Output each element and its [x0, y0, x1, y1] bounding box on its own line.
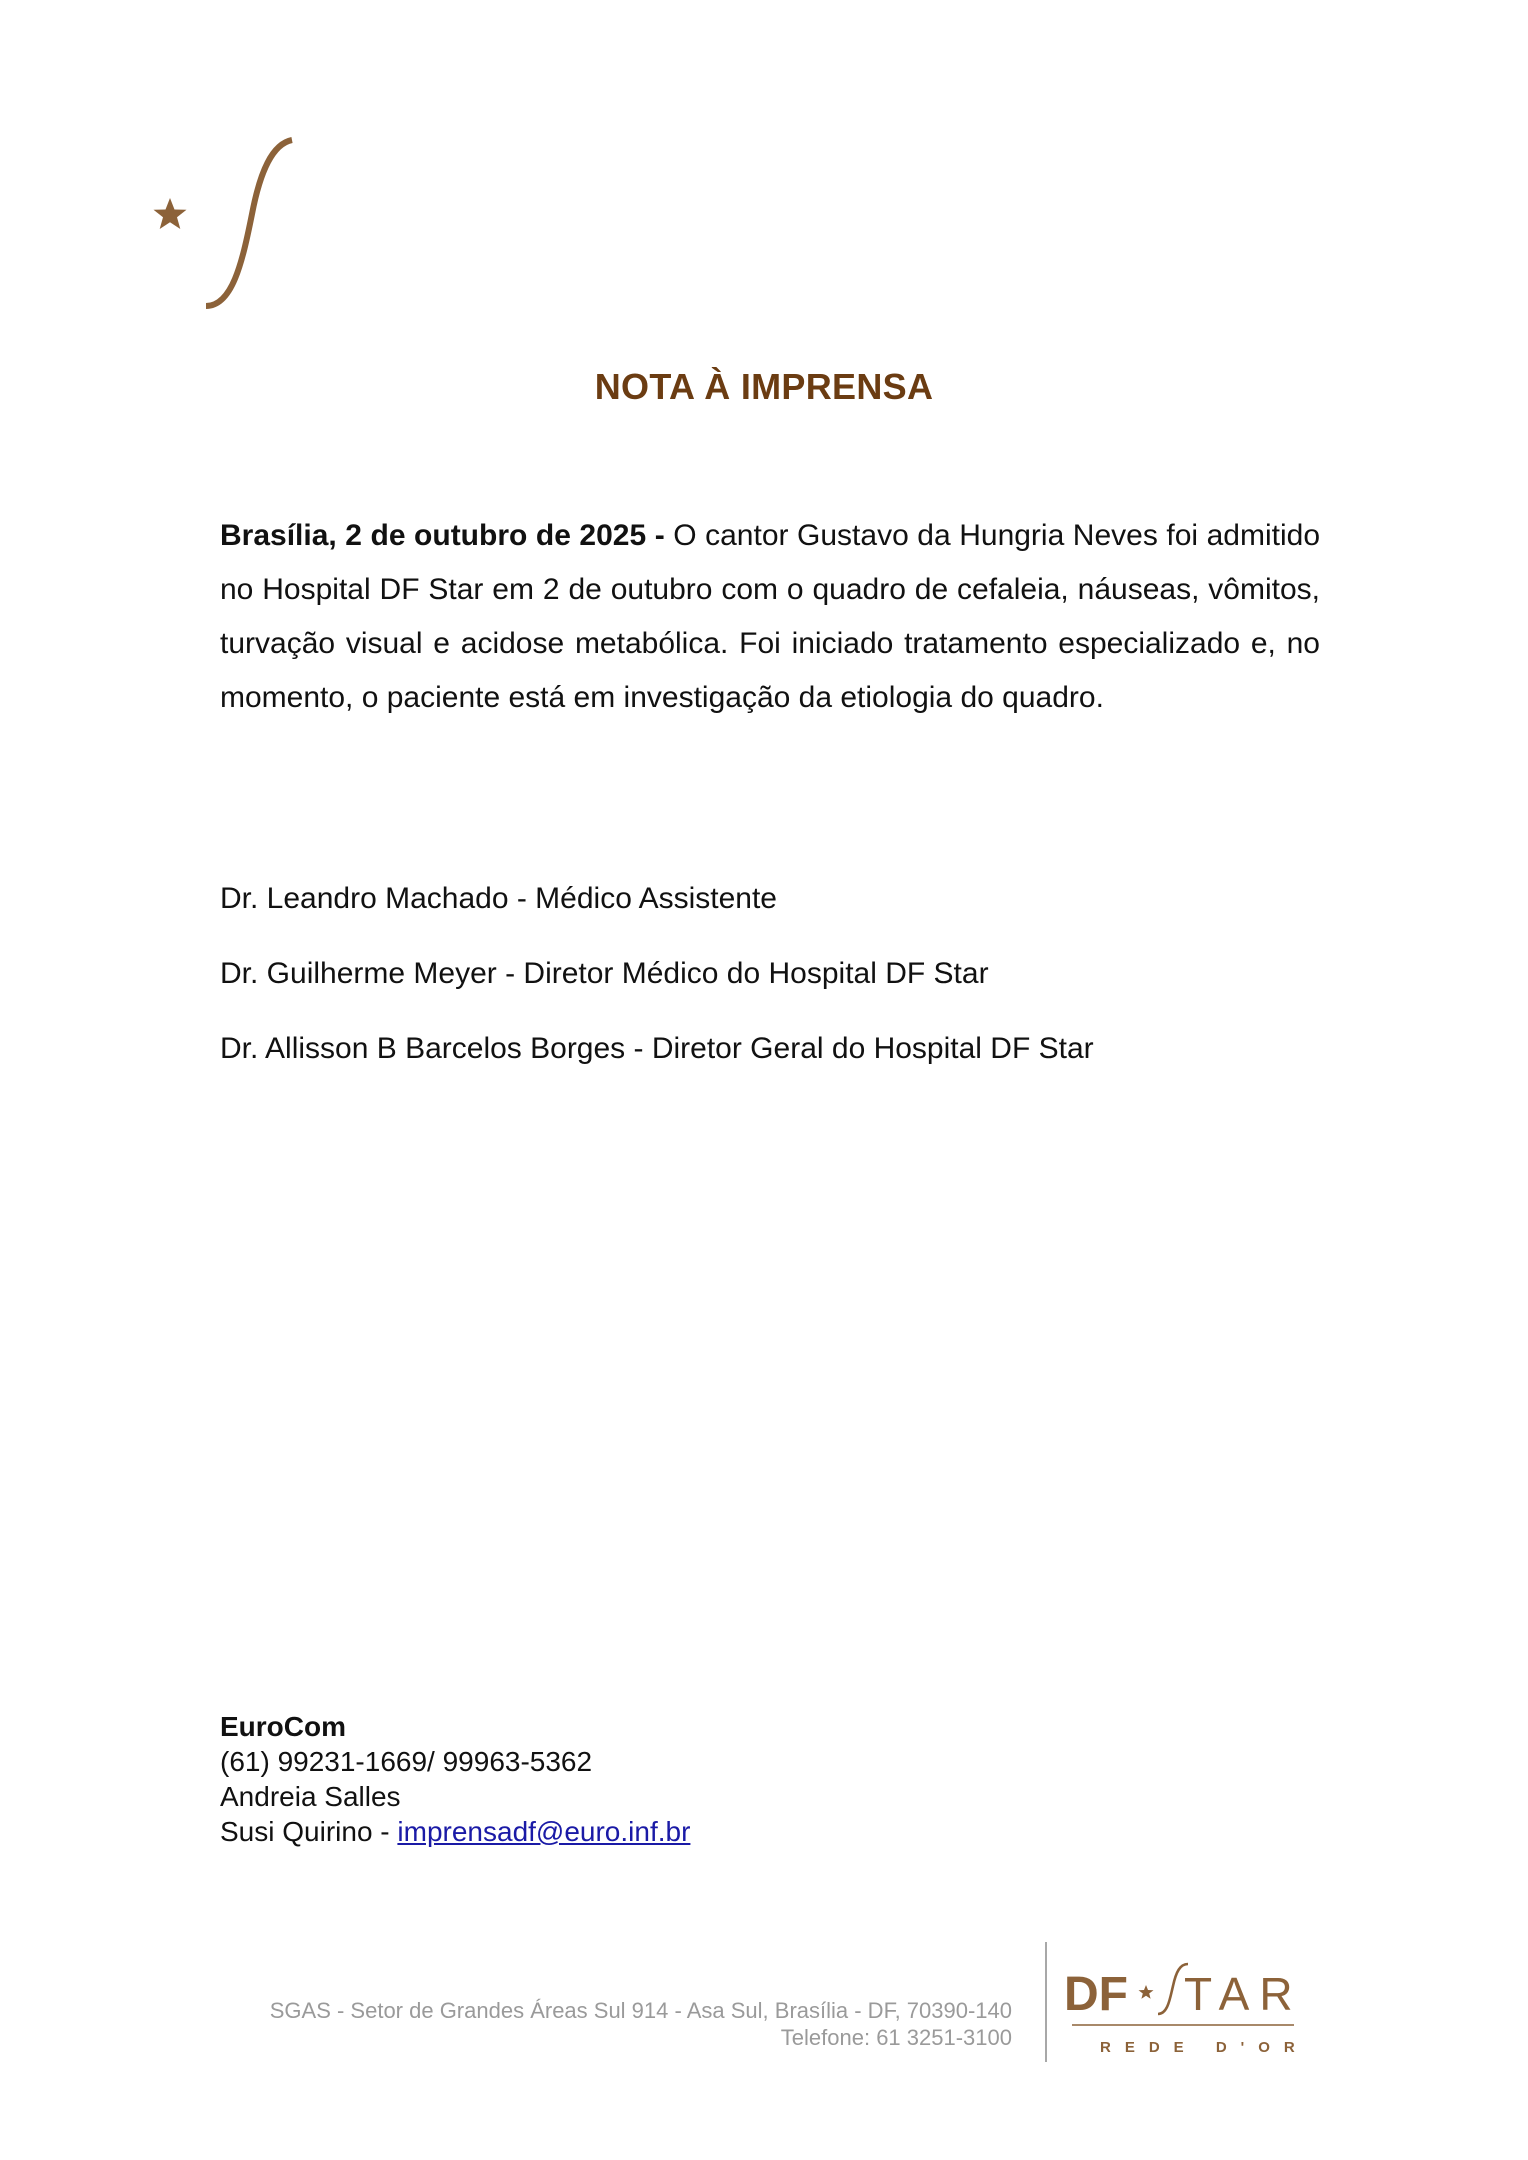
brand-sub-text: REDE D'OR: [1100, 2039, 1309, 2056]
signatories-list: [220, 876, 1094, 1101]
contact-person-email-line: [220, 1814, 690, 1849]
star-icon: [154, 198, 187, 229]
contact-phones: (61) 99231-1669/ 99963-5362: [220, 1746, 593, 1777]
signatory-item: Dr. Allisson B Barcelos Borges - Diretor Geral do Hospital DF Star: [220, 1032, 1094, 1065]
contact-person: Andreia Salles: [220, 1781, 401, 1812]
star-icon: [1139, 1985, 1154, 1999]
footer-phone: Telefone: 61 3251-3100: [780, 2025, 1012, 2050]
press-contact: [220, 1709, 690, 1849]
email-link[interactable]: imprensadf@euro.inf.br: [397, 1816, 691, 1847]
contact-person: Susi Quirino -: [220, 1816, 398, 1847]
press-release-body: [220, 509, 1320, 725]
signatory-item: Dr. Guilherme Meyer - Diretor Médico do Hospital DF Star: [220, 957, 989, 990]
star-swash-logo-icon: [148, 134, 298, 314]
footer-divider: [1045, 1942, 1047, 2062]
page-title: NOTA À IMPRENSA: [594, 366, 934, 407]
body-text: O cantor Gustavo da Hungria Neves foi admitido no Hospital DF Star em 2 de outubro com o quadro de cefaleia, náuseas, vômitos, turvação visual e acidose metabólica. Foi iniciado tratamento especializado e, no momento, o paciente está em investigação da etiologia do quadro.: [220, 519, 1321, 714]
dateline: Brasília, 2 de outubro de 2025 -: [220, 519, 665, 552]
brand-star-text: TAR: [1184, 1968, 1303, 2020]
footer-address: [200, 1997, 1012, 2051]
brand-main-text: DF: [1064, 1968, 1128, 2021]
signatory-item: Dr. Leandro Machado - Médico Assistente: [220, 882, 777, 915]
contact-organization: EuroCom: [220, 1711, 346, 1742]
address-text: SGAS - Setor de Grandes Áreas Sul 914 - Asa Sul, Brasília - DF, 70390-140: [269, 1998, 1012, 2023]
df-star-logo: [1060, 1950, 1310, 2060]
